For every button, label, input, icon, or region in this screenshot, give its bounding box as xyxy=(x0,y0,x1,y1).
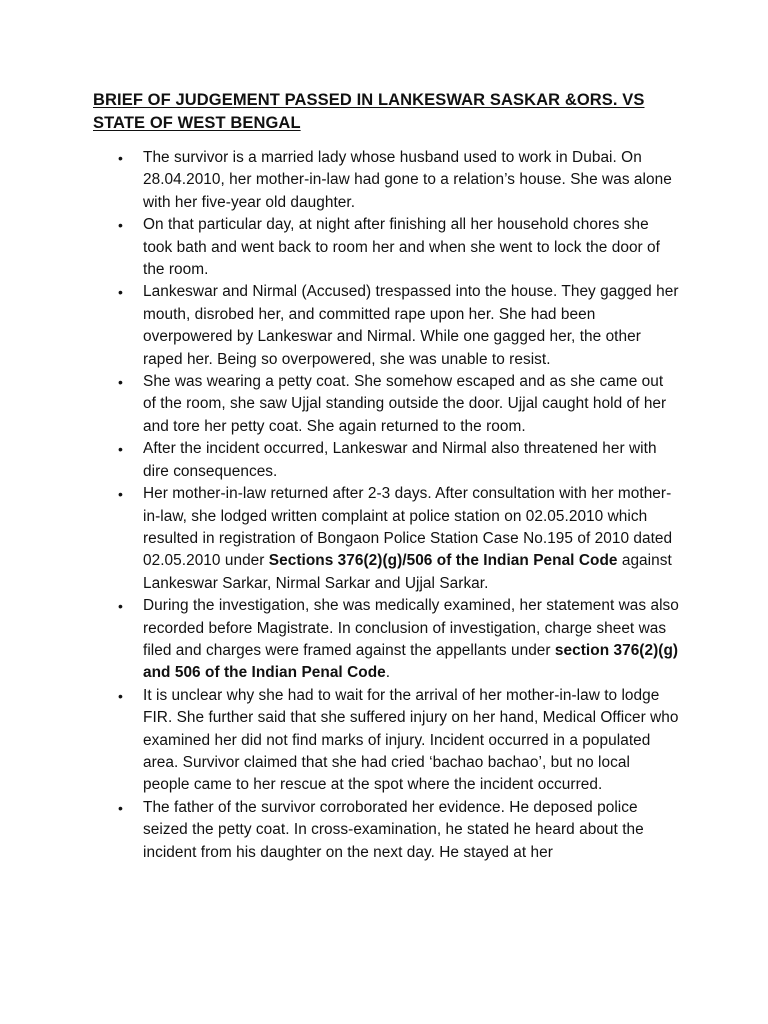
bullet-item-5 xyxy=(0,438,768,483)
bullet-dot-icon: • xyxy=(118,687,123,704)
heading-line-2: STATE OF WEST BENGAL xyxy=(93,114,301,132)
bullet-text: After the incident occurred, Lankeswar and Nirmal also threatened her with dire consequences. xyxy=(143,440,657,480)
bullet-dot-icon: • xyxy=(118,441,123,458)
bullet-dot-icon: • xyxy=(118,284,123,301)
legal-section-reference: Sections 376(2)(g)/506 of the Indian Penal Code xyxy=(268,552,618,570)
bullet-text: On that particular day, at night after finishing all her household chores she took bath and went back to room her and when she went to lock the door of the room. xyxy=(143,216,660,279)
bullet-item-7 xyxy=(0,595,768,685)
bullet-item-4 xyxy=(0,371,768,438)
bullet-dot-icon: • xyxy=(118,486,123,503)
bullet-text: The father of the survivor corroborated her evidence. He deposed police seized the petty coat. In cross-examination, he stated he heard about the incident from his daughter on the next day. He stayed at her xyxy=(143,798,644,861)
bullet-text: It is unclear why she had to wait for the arrival of her mother-in-law to lodge FIR. She further said that she suffered injury on her hand, Medical Officer who examined her did not find marks of injury. Incident occurred in a populated area. Survivor claimed that she had cried ‘bachao bachao’, but no local people came to her rescue at the spot where the incident occurred. xyxy=(143,686,679,794)
bullet-item-1 xyxy=(0,147,768,214)
bullet-text: The survivor is a married lady whose husband used to work in Dubai. On 28.04.2010, her mother-in-law had gone to a relation’s house. She was alone with her five-year old daughter. xyxy=(143,149,672,211)
bullet-dot-icon: • xyxy=(118,217,123,234)
bullet-item-3 xyxy=(0,281,768,371)
bullet-text-continued: against Lankeswar Sarkar, Nirmal Sarkar and Ujjal Sarkar. xyxy=(143,552,672,592)
bullet-text: Her mother-in-law returned after 2-3 days. After consultation with her mother-in-law, she lodged written complaint at police station on 02.05.2010 which resulted in registration of Bongaon Police Station Case No.195 of 2010 dated 02.05.2010 under xyxy=(143,485,673,570)
bullet-item-9 xyxy=(0,797,768,864)
bullet-item-2 xyxy=(0,214,768,281)
bullet-item-6 xyxy=(0,483,768,595)
bullet-text-continued: . xyxy=(385,664,391,682)
bullet-dot-icon: • xyxy=(118,150,123,166)
bullet-dot-icon: • xyxy=(118,374,123,391)
bullet-dot-icon: • xyxy=(118,598,123,615)
bullet-text: Lankeswar and Nirmal (Accused) trespassed into the house. They gagged her mouth, disrobed her, and committed rape upon her. She had been overpowered by Lankeswar and Nirmal. While one gagged her, the other raped her. Being so overpowered, she was unable to resist. xyxy=(143,283,679,368)
bullet-dot-icon: • xyxy=(118,799,123,816)
judgement-bullet-list xyxy=(0,147,768,864)
bullet-text: She was wearing a petty coat. She somehow escaped and as she came out of the room, she saw Ujjal standing outside the door. Ujjal caught hold of her and tore her petty coat. She again returned to the room. xyxy=(143,373,667,435)
document-heading xyxy=(93,89,693,135)
bullet-text: During the investigation, she was medically examined, her statement was also recorded before Magistrate. In conclusion of investigation, charge sheet was filed and charges were framed against the appellants under xyxy=(143,597,679,659)
heading-line-1: BRIEF OF JUDGEMENT PASSED IN LANKESWAR SASKAR &ORS. VS xyxy=(93,91,645,109)
bullet-item-8 xyxy=(0,685,768,797)
legal-section-reference: section 376(2)(g) and 506 of the Indian Penal Code xyxy=(143,641,679,682)
